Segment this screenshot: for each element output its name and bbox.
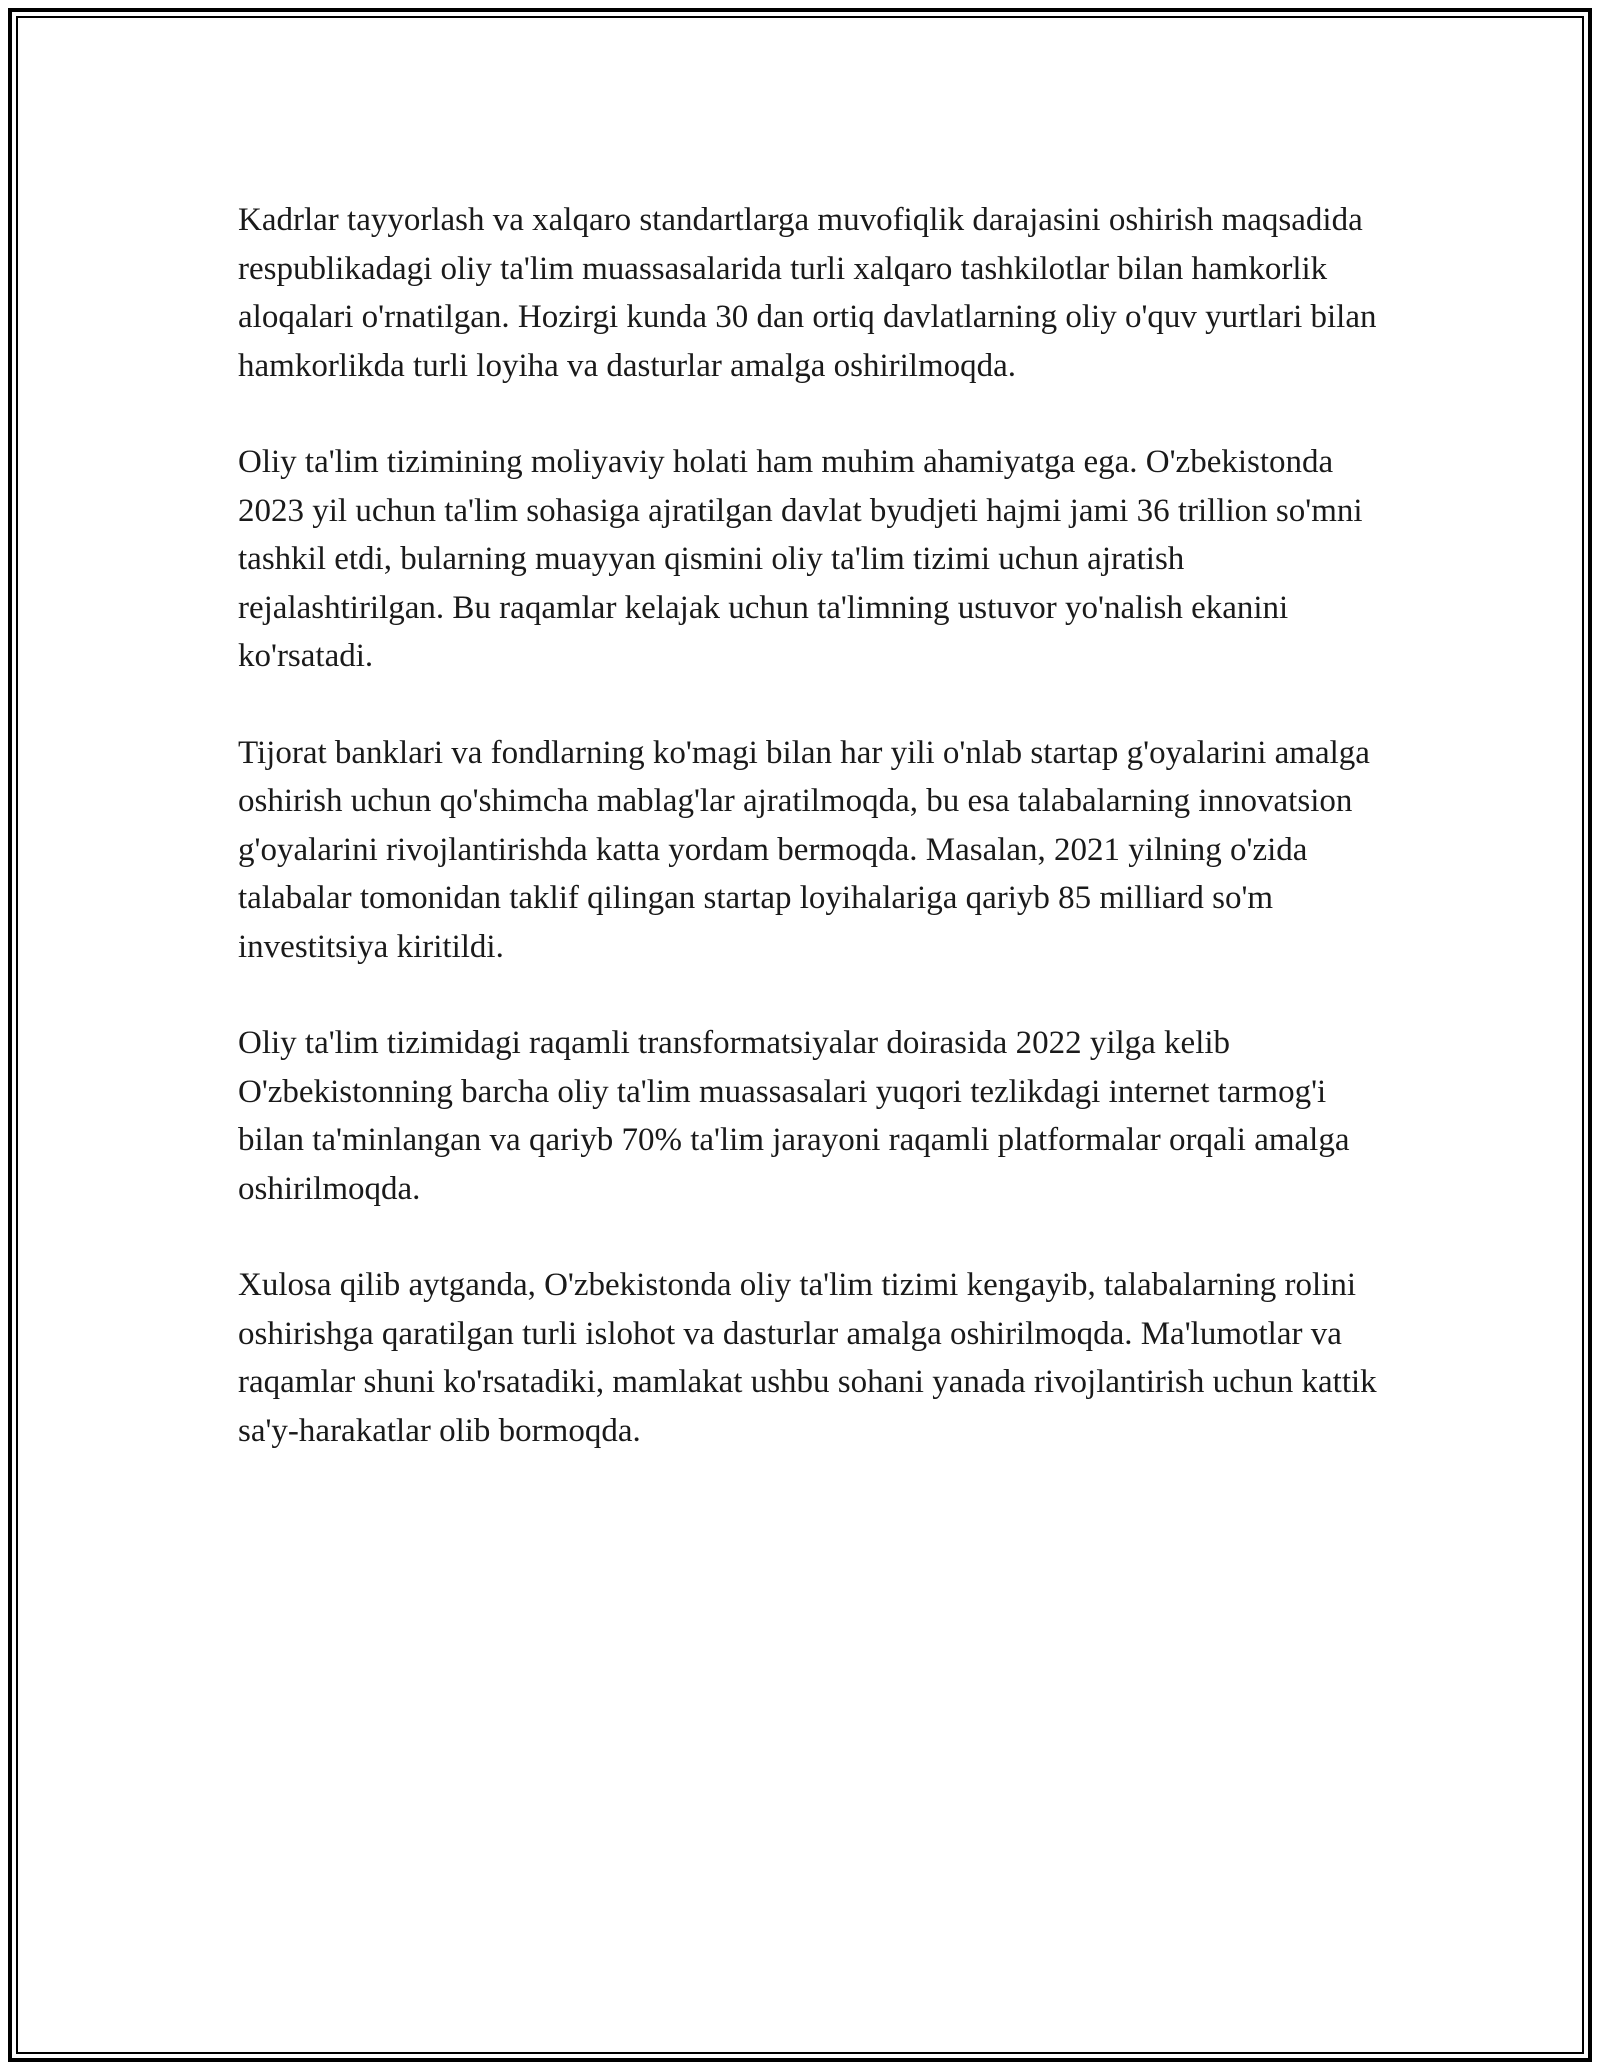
document-page: [8, 8, 1592, 2062]
document-body: [238, 196, 1388, 1503]
paragraph-financial-state: Oliy ta'lim tizimining moliyaviy holati ham muhim ahamiyatga ega. O'zbekistonda 2023 yil uchun ta'lim sohasiga ajratilgan davlat byudjeti hajmi jami 36 trillion so'mni tashkil etdi, bularning muayyan qismini oliy ta'lim tizimi uchun ajratish rejalashtirilgan. Bu raqamlar kelajak uchun ta'limning ustuvor yo'nalish ekanini ko'rsatadi.: [238, 444, 1363, 674]
paragraph-startup-funding: Tijorat banklari va fondlarning ko'magi bilan har yili o'nlab startap g'oyalarini amalga oshirish uchun qo'shimcha mablag'lar ajratilmoqda, bu esa talabalarning innovatsion g'oyalarini rivojlantirishda katta yordam bermoqda. Masalan, 2021 yilning o'zida talabalar tomonidan taklif qilingan startap loyihalariga qariyb 85 milliard so'm investitsiya kiritildi.: [238, 734, 1370, 965]
paragraph-conclusion: Xulosa qilib aytganda, O'zbekistonda oliy ta'lim tizimi kengayib, talabalarning rolini oshirishga qaratilgan turli islohot va dasturlar amalga oshirilmoqda. Ma'lumotlar va raqamlar shuni ko'rsatadiki, mamlakat ushbu sohani yanada rivojlantirish uchun kattik sa'y-harakatlar olib bormoqda.: [238, 1267, 1377, 1449]
paragraph-international-cooperation: Kadrlar tayyorlash va xalqaro standartlarga muvofiqlik darajasini oshirish maqsadida respublikadagi oliy ta'lim muassasalarida turli xalqaro tashkilotlar bilan hamkorlik aloqalari o'rnatilgan. Hozirgi kunda 30 dan ortiq davlatlarning oliy o'quv yurtlari bilan hamkorlikda turli loyiha va dasturlar amalga oshirilmoqda.: [238, 202, 1377, 384]
paragraph-digital-transformation: Oliy ta'lim tizimidagi raqamli transformatsiyalar doirasida 2022 yilga kelib O'zbekistonning barcha oliy ta'lim muassasalari yuqori tezlikdagi internet tarmog'i bilan ta'minlangan va qariyb 70% ta'lim jarayoni raqamli platformalar orqali amalga oshirilmoqda.: [238, 1025, 1350, 1207]
